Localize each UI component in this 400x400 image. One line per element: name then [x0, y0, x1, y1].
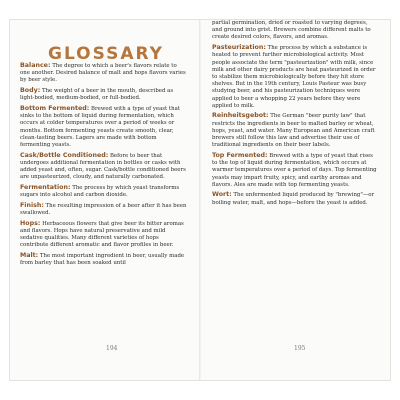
right-column: [212, 20, 378, 209]
entry-term: Malt:: [20, 252, 39, 260]
left-page: [10, 20, 200, 380]
entry-definition: The degree to which a beer's flavors relate to one another. Desired balance of malt and hops flavors varies by beer style.: [20, 63, 186, 84]
entry-definition: The process by which a substance is heated to prevent further microbiological activity. Most people associate the term "pasteurization" with milk, since milk and other dairy products are heat pasteurized in order to stabilize them microbiologically before they hit store shelves. But in the 19th century, Louis Pasteur was busy studying beer, and his pasteurization techniques were applied to beer a whopping 22 years before they were applied to milk.: [212, 45, 376, 109]
glossary-entry-top-fermented: [212, 152, 378, 189]
entry-definition: The weight of a beer in the mouth, described as light-bodied, medium-bodied, or full-bodied.: [20, 88, 174, 102]
left-column: [20, 62, 188, 270]
entry-term: Reinheitsgebot:: [212, 112, 269, 120]
entry-definition: Before to beer that undergoes additional fermentation in bottles or casks with added yeast and, often, sugar. Cask/bottle conditioned beers are unpasteurized, cloudy, and naturally carbonated.: [20, 152, 186, 181]
entry-term: Body:: [20, 87, 41, 95]
glossary-entry-malt: [20, 252, 188, 267]
glossary-entry-balance: [20, 62, 188, 85]
entry-definition: The resulting impression of a beer after it has been swallowed.: [20, 202, 187, 217]
glossary-entry-cask-bottle-conditioned: [20, 152, 188, 182]
glossary-entry-finish: [20, 202, 188, 217]
glossary-entry-hops: [20, 220, 188, 250]
glossary-entry-wort: [212, 191, 378, 206]
page-number: 194: [106, 345, 118, 352]
entry-definition: Brewed with a type of yeast that rises to the top of liquid during fermentation, which occurs at warmer temperatures over a period of days. Top fermenting yeasts may impart fruity, spicy, and earthy aromas and flavors. Ales are made with top fermenting yeasts.: [212, 152, 377, 188]
page-number: 195: [294, 345, 306, 352]
entry-term: Wort:: [212, 191, 232, 199]
glossary-entry-reinheitsgebot: [212, 112, 378, 149]
entry-definition: The process by which yeast transforms sugars into alcohol and carbon dioxide.: [20, 185, 180, 199]
entry-term: Hops:: [20, 219, 41, 227]
entry-term: Balance:: [20, 62, 51, 69]
entry-definition: The German "beer purity law" that restricts the ingredients in beer to malted barley or wheat, hops, yeast, and water. Many European and American craft brewers still follow this law and advertise their use of traditional ingredients on their beer labels.: [212, 113, 375, 149]
right-page: [200, 20, 390, 380]
entry-definition: Herbaceous flowers that give beer its bitter aromas and flavors. Hops have natural preservative and mild sedative qualities. Many different varieties of hops contribute different aromatic and flavor profiles in beer.: [20, 220, 184, 249]
entry-term: Bottom Fermented:: [20, 105, 90, 113]
glossary-entry-body: [20, 87, 188, 102]
entry-definition: The most important ingredient in beer, usually made from barley that has been soaked until: [20, 253, 185, 267]
glossary-entry-bottom-fermented: [20, 105, 188, 149]
glossary-entry-fermentation: [20, 184, 188, 199]
entry-term: Finish:: [20, 201, 44, 209]
malt-continuation: partial germination, dried or roasted to varying degrees, and ground into grist. Brewers combine different malts to create desired colors, flavors, and aromas.: [212, 20, 371, 41]
glossary-entry-pasteurization: [212, 44, 378, 110]
entry-definition: The unfermented liquid produced by "brewing"—or boiling water, malt, and hops—before the yeast is added.: [212, 192, 375, 206]
entry-definition: Brewed with a type of yeast that sinks to the bottom of liquid during fermentation, which occurs at colder temperatures over a period of weeks or months. Bottom fermenting yeasts create smooth, clear, clean-tasting beers. Lagers are made with bottom fermenting yeasts.: [20, 106, 180, 149]
entry-term: Cask/Bottle Conditioned:: [20, 151, 109, 159]
entry-term: Top Fermented:: [212, 151, 268, 159]
glossary-heading: GLOSSARY: [48, 44, 164, 64]
book-spread: [10, 20, 390, 380]
entry-term: Fermentation:: [20, 184, 71, 192]
entry-term: Pasteurization:: [212, 44, 266, 52]
